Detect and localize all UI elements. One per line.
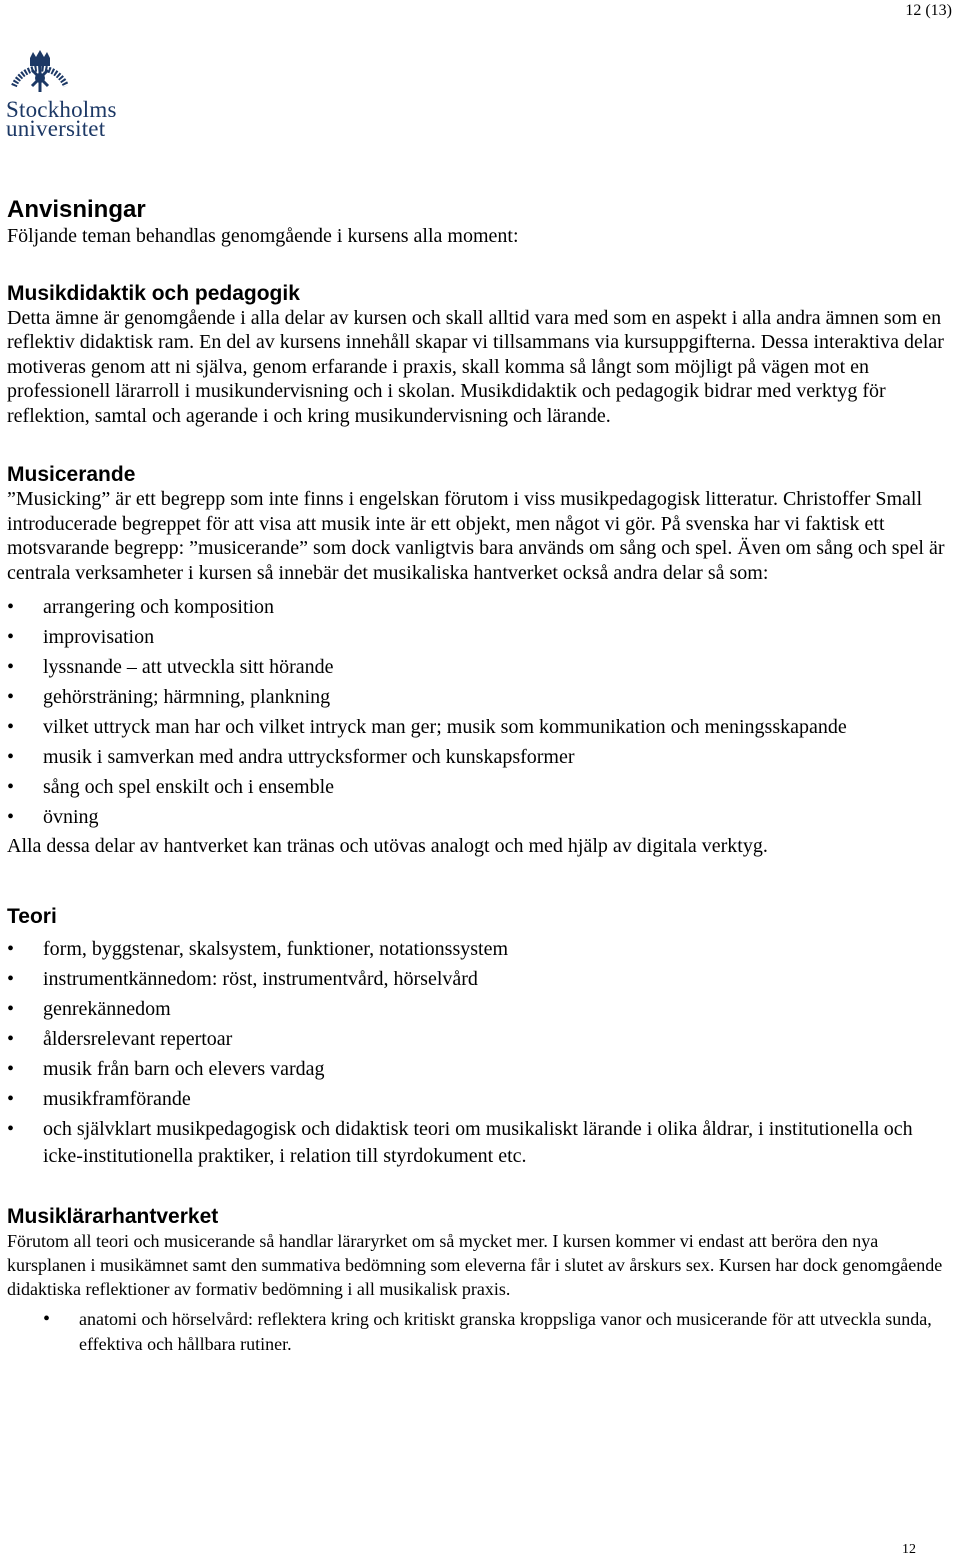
list-item: • åldersrelevant repertoar [7,1026,952,1054]
musikdidaktik-text: Detta ämne är genomgående i alla delar av kursen och skall alltid vara med som en aspekt i alla andra ämnen som en reflektiv didaktisk ram. En del av kursens innehåll skapar vi tillsammans via kursuppgifterna. Dessa interaktiva delar motiveras genom att ni själva, genom erfarande i praxis, skall komma så långt som möjligt på vägen mot en professionell lärarroll i musikundervisning och i skolan. Musikdidaktik och pedagogik bidrar med verktyg för reflektion, samtal och agerande i och kring musikundervisning och lärande. [7,306,944,427]
document-body [7,196,952,1357]
list-item: • musikframförande [7,1086,952,1114]
musicerande-list [7,594,952,832]
page-number: 12 [902,1542,916,1557]
university-logo [6,40,126,140]
heading-anvisningar: Anvisningar [7,196,146,223]
page-indicator: 12 (13) [905,2,952,19]
musicerande-text: ”Musicking” är ett begrepp som inte finns i engelskan förutom i viss musikpedagogisk litteratur. Christoffer Small introducerade begreppet för att visa att musik inte är ett objekt, men något vi gör. På svenska har vi faktisk ett motsvarande begrepp: ”musicerande” som dock vanligtvis bara används om sång och spel. Även om sång och spel är centrala verksamheter i kursen så innebär det musikaliska hantverket också andra delar så som: [7,488,945,584]
list-item: • lyssnande – att utveckla sitt hörande [7,654,952,682]
heading-teori: Teori [7,904,57,928]
musiklararhantverket-text: Förutom all teori och musicerande så handlar läraryrket om så mycket mer. I kursen kommer vi endast att beröra den nya kursplanen i musikämnet samt den summativa bedömning som eleverna får i slutet av årskurs sex. Kursen har dock genomgående didaktiska reflektioner av formativ bedömning i all musikalisk praxis. [7,1231,943,1299]
logo-line-1: Stockholms [6,97,117,122]
anvisningar-text: Följande teman behandlas genomgående i kursens alla moment: [7,225,519,247]
list-item: • improvisation [7,624,952,652]
list-item: • musik i samverkan med andra uttrycksformer och kunskapsformer [7,744,952,772]
list-item: • sång och spel enskilt och i ensemble [7,774,952,802]
list-item: • musik från barn och elevers vardag [7,1056,952,1084]
list-item: • form, byggstenar, skalsystem, funktioner, notationssystem [7,936,952,964]
list-item: • anatomi och hörselvård: reflektera kring och kritiskt granska kroppsliga vanor och musicerande för att utveckla sunda, effektiva och hållbara rutiner. [7,1307,952,1357]
list-item: • och självklart musikpedagogisk och didaktisk teori om musikaliskt lärande i olika åldrar, i institutionella och icke-institutionella praktiker, i relation till styrdokument etc. [7,1116,952,1171]
university-emblem-icon [6,40,74,98]
heading-musicerande: Musicerande [7,463,136,486]
list-item: • arrangering och komposition [7,594,952,622]
teori-list [7,936,952,1171]
logo-line-2: universitet [6,116,106,141]
musicerande-closing: Alla dessa delar av hantverket kan tränas och utövas analogt och med hjälp av digitala verktyg. [7,835,768,857]
heading-musiklararhantverket: Musiklärarhantverket [7,1205,219,1228]
list-item: • gehörsträning; härmning, plankning [7,684,952,712]
heading-musikdidaktik: Musikdidaktik och pedagogik [7,281,300,305]
list-item: • vilket uttryck man har och vilket intryck man ger; musik som kommunikation och meningsskapande [7,714,952,742]
list-item: • genrekännedom [7,996,952,1024]
list-item: • instrumentkännedom: röst, instrumentvård, hörselvård [7,966,952,994]
musiklararhantverket-list [7,1307,952,1357]
logo-wordmark [6,97,126,141]
list-item: • övning [7,804,952,832]
